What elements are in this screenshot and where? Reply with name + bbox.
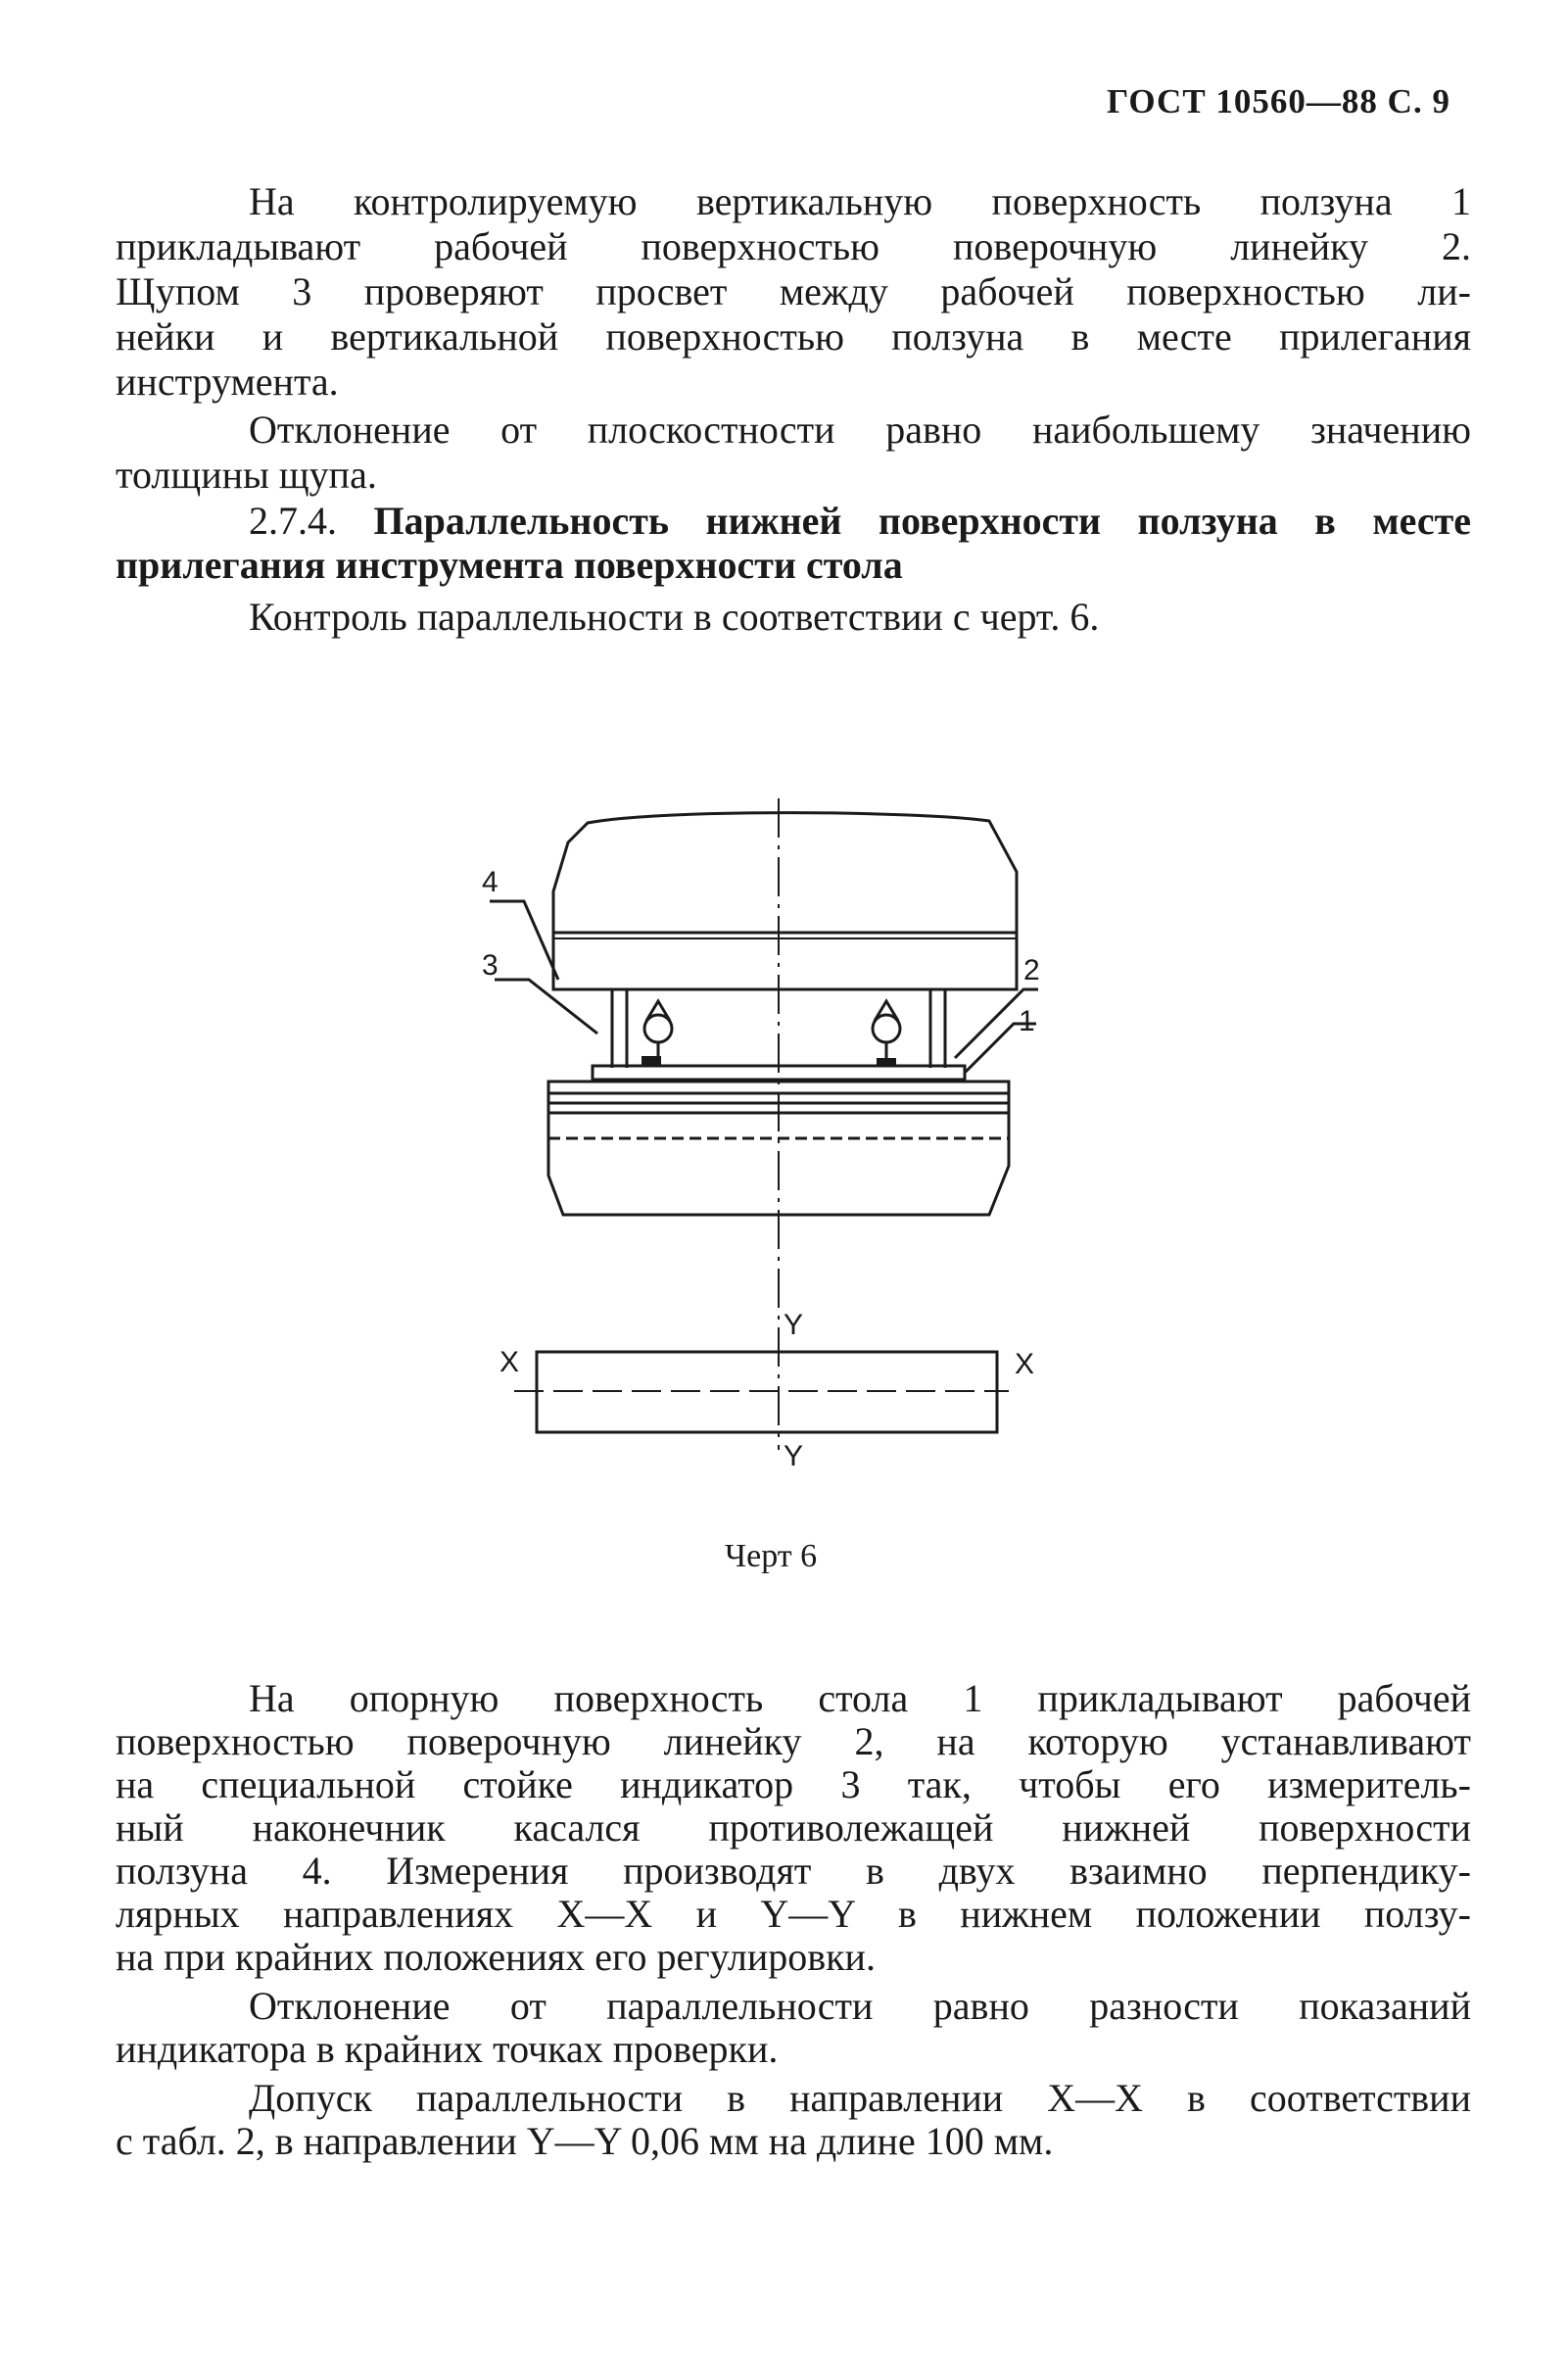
section-title-line-2: прилегания инструмента поверхности стола — [116, 543, 903, 587]
text-line: Допуск параллельности в направлении X—X в соответствии — [249, 2076, 1471, 2120]
label-x-right: X — [1015, 1348, 1035, 1380]
text-line: толщины щупа. — [116, 453, 377, 497]
section-number: 2.7.4. — [249, 499, 337, 543]
label-2: 2 — [1023, 954, 1040, 986]
text-line: ползуна 4. Измерения производят в двух взаимно перпендику- — [116, 1849, 1471, 1893]
text-line: на при крайних положениях его регулировки. — [116, 1935, 876, 1979]
text-line: инструмента. — [116, 360, 339, 404]
text-line: На опорную поверхность стола 1 прикладывают рабочей — [249, 1676, 1471, 1720]
section-title: Параллельность нижней поверхности ползуна в месте — [373, 499, 1472, 543]
text-line: индикатора в крайних точках проверки. — [116, 2027, 779, 2071]
text-line: нейки и вертикальной поверхностью ползуна в месте прилегания — [116, 314, 1471, 359]
section-heading-line — [116, 498, 1471, 544]
label-x-left: X — [499, 1346, 520, 1378]
figure-caption: Черт 6 — [725, 1538, 818, 1574]
text-line: ный наконечник касался противолежащей нижней поверхности — [116, 1805, 1471, 1850]
text-line: прикладывают рабочей поверхностью поверочную линейку 2. — [116, 224, 1471, 268]
text-line: лярных направлениях X—X и Y—Y в нижнем положении ползу- — [116, 1892, 1471, 1936]
text-line: Отклонение от плоскостности равно наибольшему значению — [249, 408, 1471, 452]
label-3: 3 — [482, 949, 499, 982]
label-y-top: Y — [784, 1309, 804, 1341]
text-line: Отклонение от параллельности равно разности показаний — [249, 1984, 1471, 2028]
label-y-bottom: Y — [784, 1440, 804, 1472]
paragraph-3: Контроль параллельности в соответствии с черт. 6. — [249, 595, 1100, 639]
text-line: Щупом 3 проверяют просвет между рабочей поверхностью ли- — [116, 269, 1471, 313]
text-line: поверхностью поверочную линейку 2, на которую устанавливают — [116, 1719, 1471, 1763]
label-1: 1 — [1019, 1005, 1035, 1037]
text-line: на специальной стойке индикатор 3 так, чтобы его измеритель- — [116, 1762, 1471, 1806]
page-header: ГОСТ 10560—88 С. 9 — [1107, 82, 1450, 120]
drawing-6 — [451, 784, 1058, 1489]
label-4: 4 — [482, 866, 499, 898]
text-line: с табл. 2, в направлении Y—Y 0,06 мм на длине 100 мм. — [116, 2119, 1054, 2163]
text-line: На контролируемую вертикальную поверхность ползуна 1 — [249, 179, 1471, 223]
